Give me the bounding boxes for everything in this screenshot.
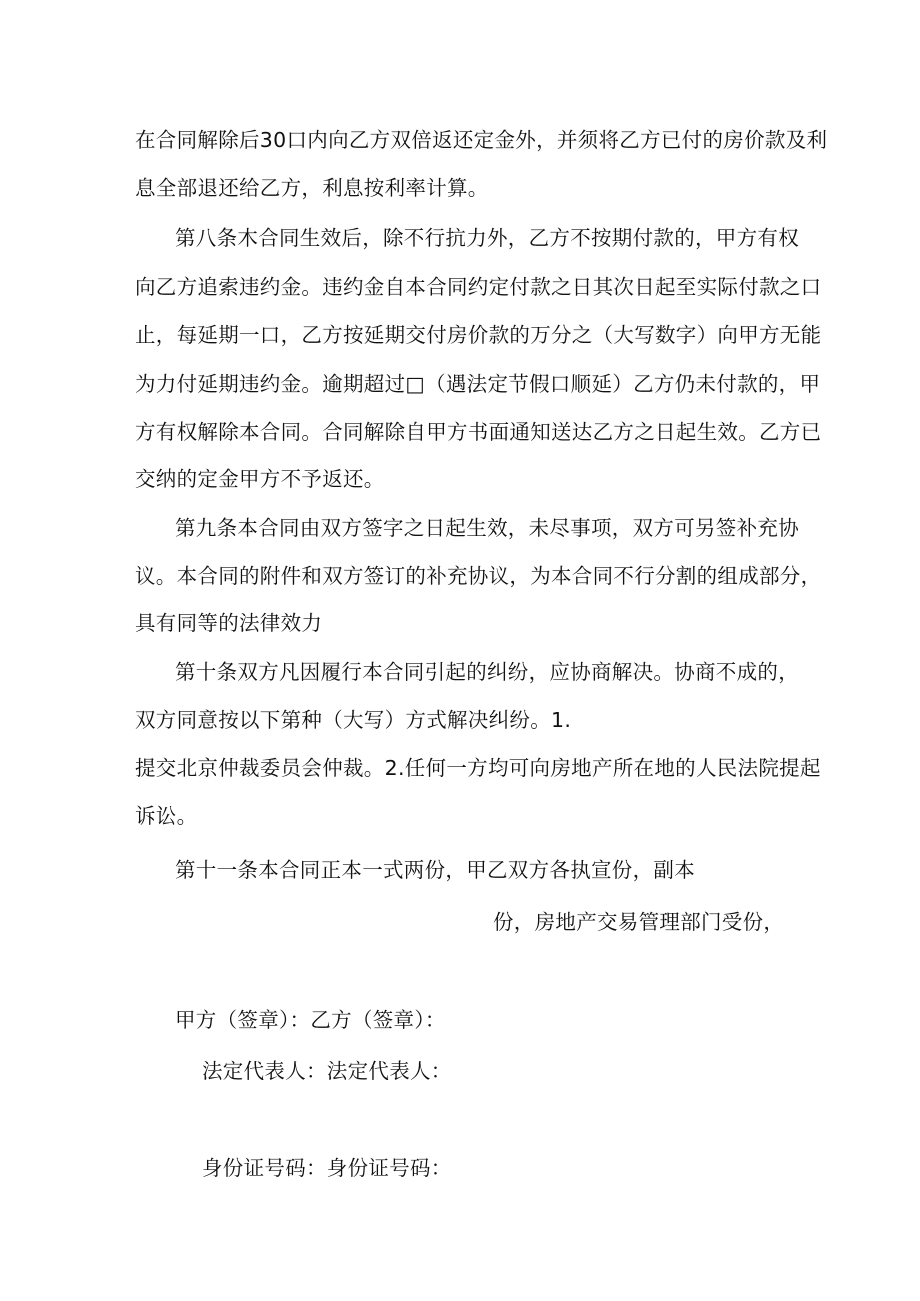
text-line: 在合同解除后30口内向乙方双倍返还定金外，并须将乙方已付的房价款及利 [135, 128, 828, 152]
paragraph-9-line: 议。本合同的附件和双方签订的补充协议，为本合同不行分割的组成部分， [135, 564, 822, 588]
paragraph-10-line: 双方同意按以下第种（大写）方式解决纠纷。1. [135, 708, 572, 732]
paragraph-8-line: 第八条木合同生效后，除不行抗力外，乙方不按期付款的，甲方有权 [175, 226, 799, 250]
paragraph-9-line: 第九条本合同由双方签字之日起生效，未尽事项，双方可另签补充协 [175, 516, 799, 540]
paragraph-8-line: 方有权解除本合同。合同解除自甲方书面通知送达乙方之日起生效。乙方已 [135, 420, 822, 444]
paragraph-8-line: 交纳的定金甲方不予返还。 [135, 467, 385, 491]
paragraph-10-line: 提交北京仲裁委员会仲裁。2.任何一方均可向房地产所在地的人民法院提起 [135, 756, 821, 780]
paragraph-8-line: 向乙方追索违约金。违约金自本合同约定付款之日其次日起至实际付款之口 [135, 275, 822, 299]
paragraph-10-line: 第十条双方凡因履行本合同引起的纠纷，应协商解决。协商不成的， [175, 660, 799, 684]
paragraph-9-line: 具有同等的法律效力 [135, 611, 323, 635]
paragraph-10-line: 诉讼。 [135, 804, 198, 828]
text-line: 息全部退还给乙方，利息按利率计算。 [135, 176, 489, 200]
paragraph-8-line: 为力付延期违约金。逾期超过□（遇法定节假口顺延）乙方仍未付款的，甲 [135, 372, 821, 396]
paragraph-11-line: 第十一条本合同正本一式两份，甲乙双方各执宣份，副本 [175, 858, 695, 882]
paragraph-11-line: 份，房地产交易管理部门受份， [493, 910, 785, 934]
signature-party-line: 甲方（签章）：乙方（签章）： [175, 1008, 446, 1032]
id-number-line: 身份证号码：身份证号码： [202, 1156, 452, 1180]
legal-representative-line: 法定代表人：法定代表人： [202, 1059, 452, 1083]
paragraph-8-line: 止，每延期一口，乙方按延期交付房价款的万分之（大写数字）向甲方无能 [135, 323, 822, 347]
